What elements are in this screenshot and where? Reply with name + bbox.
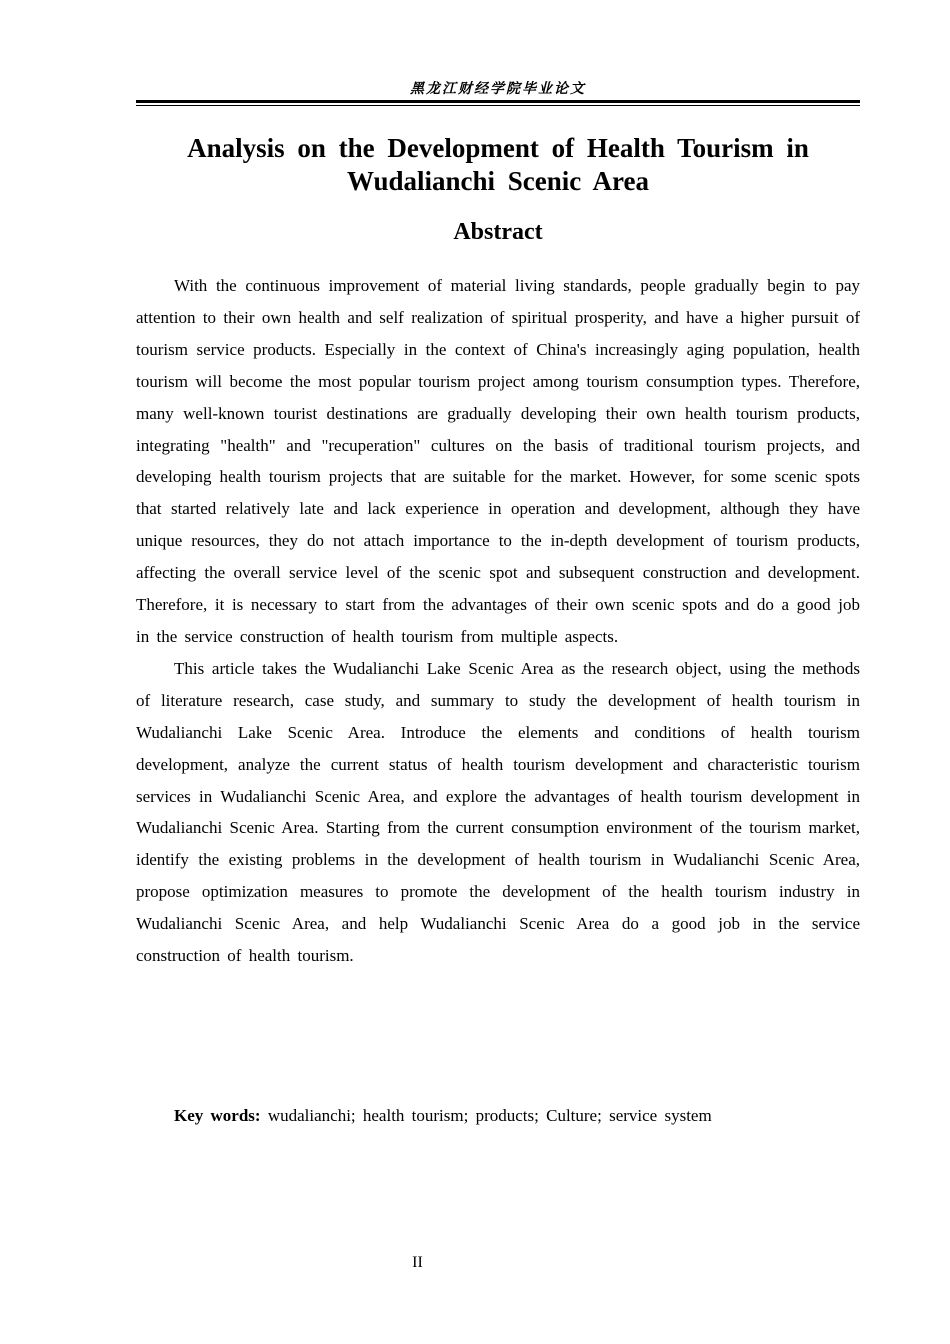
paper-title: Analysis on the Development of Health Tourism in Wudalianchi Scenic Area: [187, 133, 809, 196]
header-rule-thin: [136, 105, 860, 106]
abstract-paragraph-1: With the continuous improvement of material living standards, people gradually begin to pay attention to their own health and self realization of spiritual prosperity, and have a higher pursuit of tourism service products. Especially in the context of China's increasingly aging population, health tourism will become the most popular tourism project among tourism consumption types. Therefore, many well-known tourist destinations are gradually developing their own health tourism products, integrating "health" and "recuperation" cultures on the basis of traditional tourism projects, and developing health tourism projects that are suitable for the market. However, for some scenic spots that started relatively late and lack experience in operation and development, although they have unique resources, they do not attach importance to the in-depth development of tourism products, affecting the overall service level of the scenic spot and subsequent construction and development. Therefore, it is necessary to start from the advantages of their own scenic spots and do a good job in the service construction of health tourism from multiple aspects.: [136, 276, 860, 646]
page-number: II: [412, 1254, 423, 1271]
header-rule-thick: [136, 100, 860, 103]
running-header: 黑龙江财经学院毕业论文: [410, 81, 586, 97]
keywords-text: wudalianchi; health tourism; products; Culture; service system: [267, 1106, 712, 1125]
abstract-body: [136, 270, 860, 972]
abstract-heading: Abstract: [453, 219, 543, 245]
keywords-line: [174, 1101, 860, 1131]
abstract-paragraph-2: This article takes the Wudalianchi Lake Scenic Area as the research object, using the methods of literature research, case study, and summary to study the development of health tourism in Wudalianchi Lake Scenic Area. Introduce the elements and conditions of health tourism development, analyze the current status of health tourism development and characteristic tourism services in Wudalianchi Scenic Area, and explore the advantages of health tourism development in Wudalianchi Scenic Area. Starting from the current consumption environment of the tourism market, identify the existing problems in the development of health tourism in Wudalianchi Scenic Area, propose optimization measures to promote the development of the health tourism industry in Wudalianchi Scenic Area, and help Wudalianchi Scenic Area do a good job in the service construction of health tourism.: [136, 658, 860, 966]
keywords-label: Key words:: [174, 1106, 261, 1125]
